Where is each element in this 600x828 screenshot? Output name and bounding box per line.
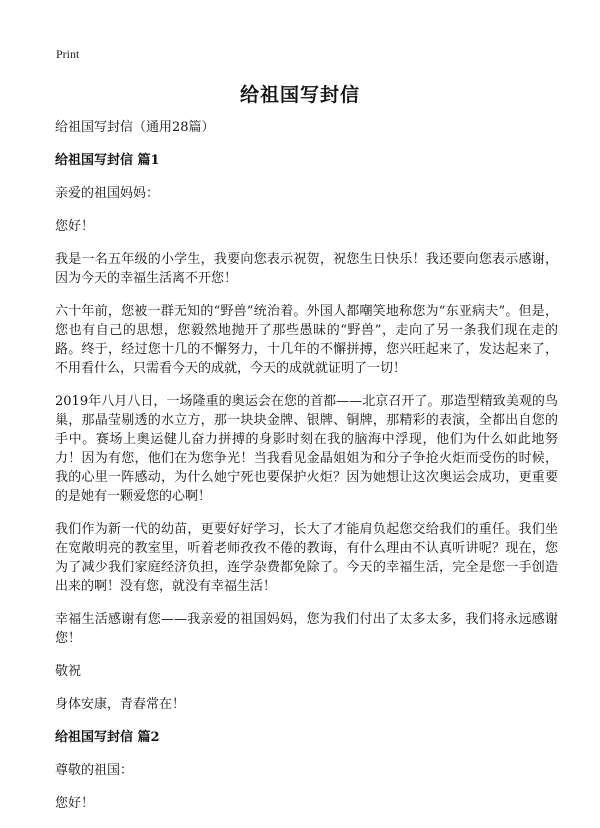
document-title: 给祖国写封信 (239, 84, 360, 106)
salutation: 亲爱的祖国妈妈： (55, 186, 160, 201)
paragraph: 2019年八月八日，一场隆重的奥运会在您的首都——北京召开了。那造型精致美观的鸟巢，那晶莹剔透的水立方，那一块块金牌、银牌、铜牌，那精彩的表演，全都出自您的手中。赛场上奥运健儿奋力拼搏的身影时刻在我的脑海中浮现，他们为什么如此地努力！因为有您，他们在为您争光！当我看见金晶姐姐为和分子争抢火炬而受伤的时候，我的心里一阵感动，为什么她宁死也要保护火炬？因为她想让这次奥运会成功，更重要的是她有一颗爱您的心啊！ (55, 394, 558, 504)
document-body (55, 118, 558, 827)
section-heading-1: 给祖国写封信 篇1 (55, 153, 160, 168)
salutation: 尊敬的祖国： (55, 763, 134, 778)
paragraph: 六十年前，您被一群无知的“野兽”统治着。外国人都嘲笑地称您为“东亚病夫”。但是，您也有自己的思想，您毅然地抛开了那些愚昧的“野兽”，走向了另一条我们现在走的路。终于，经过您十几的不懈努力，十几年的不懈拼搏，您兴旺起来了，发达起来了，不用看什么，只需看今天的成就，今天的成就就证明了一切！ (55, 304, 558, 376)
section-heading-2: 给祖国写封信 篇2 (55, 730, 160, 745)
greeting: 您好！ (55, 796, 95, 811)
closing-wish: 身体安康，青春常在！ (55, 697, 186, 712)
paragraph: 幸福生活感谢有您——我亲爱的祖国妈妈，您为我们付出了太多太多，我们将永远感谢您！ (55, 612, 558, 646)
greeting: 您好！ (55, 219, 95, 234)
print-link[interactable]: Print (56, 47, 80, 61)
closing: 敬祝 (55, 664, 82, 679)
paragraph: 我是一名五年级的小学生，我要向您表示祝贺，祝您生日快乐！我还要向您表示感谢，因为今天的幸福生活离不开您！ (55, 252, 558, 286)
paragraph: 我们作为新一代的幼苗，更要好好学习，长大了才能肩负起您交给我们的重任。我们坐在宽敞明亮的教室里，听着老师孜孜不倦的教诲，有什么理由不认真听讲呢？现在，您为了减少我们家庭经济负担，连学杂费都免除了。今天的幸福生活，完全是您一手创造出来的啊！没有您，就没有幸福生活！ (55, 522, 558, 594)
document-subtitle: 给祖国写封信（通用28篇） (55, 120, 215, 135)
